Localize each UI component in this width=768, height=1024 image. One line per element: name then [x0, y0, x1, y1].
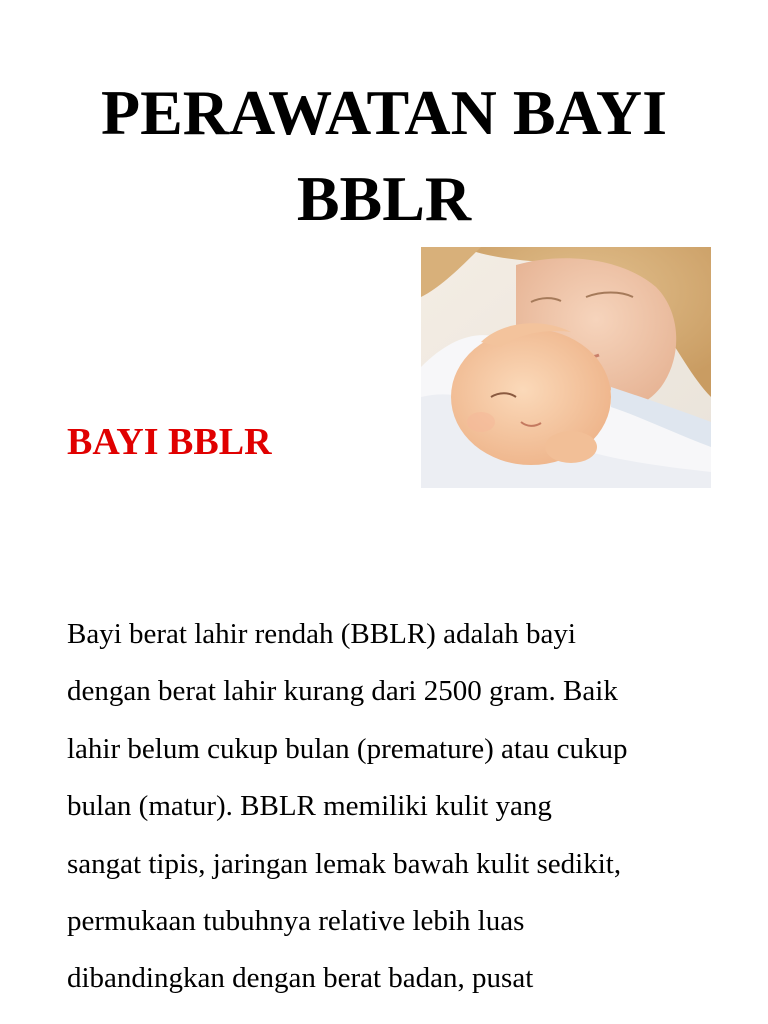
- mother-kissing-baby-image: [421, 247, 711, 488]
- paragraph-line: sangat tipis, jaringan lemak bawah kulit sedikit,: [67, 847, 622, 880]
- paragraph-line: dibandingkan dengan berat badan, pusat: [67, 962, 534, 995]
- paragraph-line: dengan berat lahir kurang dari 2500 gram. Baik: [67, 675, 618, 708]
- body-paragraph: [67, 606, 717, 1008]
- section-heading: BAYI BBLR: [67, 421, 272, 463]
- title-line-1: PERAWATAN BAYI: [100, 77, 668, 148]
- paragraph-line: lahir belum cukup bulan (premature) atau cukup: [67, 732, 628, 765]
- paragraph-line: permukaan tubuhnya relative lebih luas: [67, 905, 525, 938]
- title-line-2: BBLR: [296, 163, 472, 234]
- page-title: [40, 70, 728, 242]
- paragraph-line: Bayi berat lahir rendah (BBLR) adalah bayi: [67, 618, 576, 650]
- paragraph-line: bulan (matur). BBLR memiliki kulit yang: [67, 790, 552, 823]
